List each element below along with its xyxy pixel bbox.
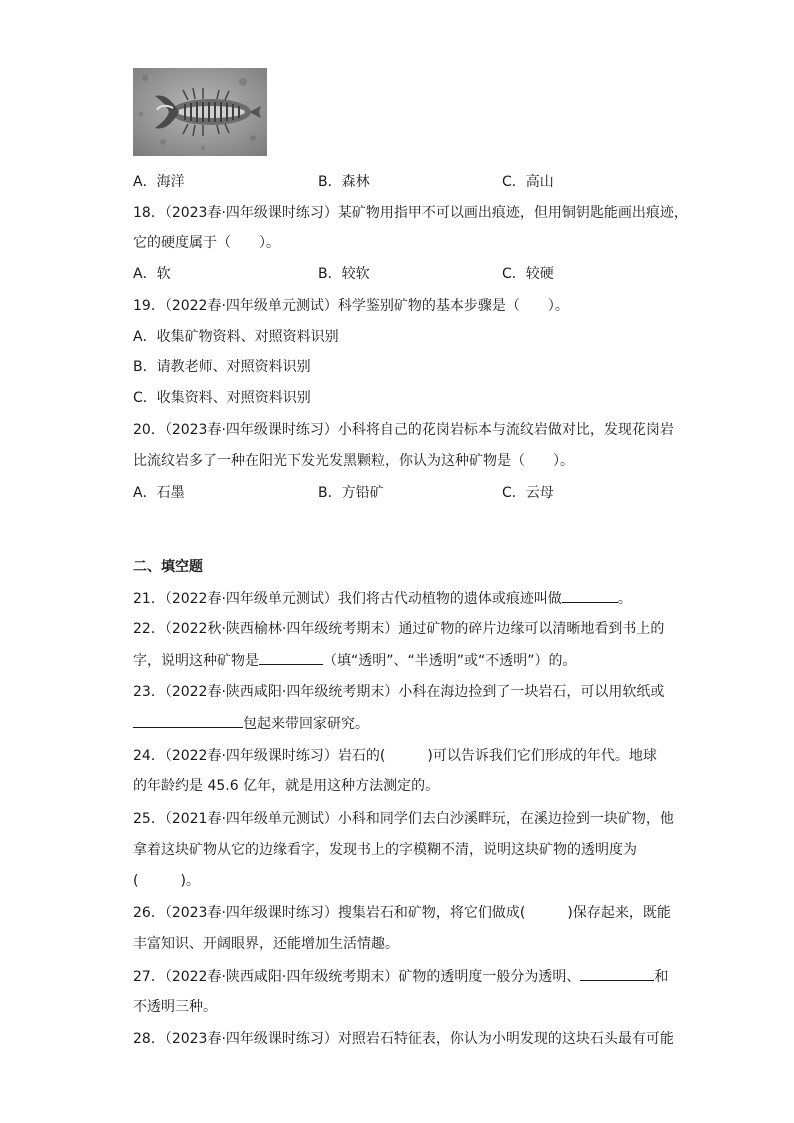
q19-line-1: 19．（2022春·四年级单元测试）科学鉴别矿物的基本步骤是（ ）。 (133, 298, 569, 314)
q23-line-2 (133, 713, 369, 734)
q20-line-2: 比流纹岩多了一种在阳光下发光发黑颗粒，你认为这种矿物是（ ）。 (133, 453, 574, 469)
q21-line-1 (133, 588, 632, 609)
q18-line-2: 它的硬度属于（ ）。 (133, 235, 280, 251)
q18-line-1: 18．（2023春·四年级课时练习）某矿物用指甲不可以画出痕迹，但用铜钥匙能画出痕迹， (133, 205, 688, 221)
q25-line-3: ( )。 (133, 873, 200, 889)
q27-answer-blank[interactable] (580, 966, 654, 981)
q22-answer-blank[interactable] (259, 650, 323, 665)
q23-line-1: 23．（2022春·陕西咸阳·四年级统考期末）小科在海边捡到了一块岩石，可以用软纸或 (133, 684, 665, 700)
q25-line-1: 25．（2021春·四年级单元测试）小科和同学们去白沙溪畔玩，在溪边捡到一块矿物，他 (133, 811, 674, 827)
q23-answer-blank[interactable] (133, 713, 243, 728)
q18-option-c: C．较硬 (502, 266, 554, 282)
q22-text-before: 字，说明这种矿物是 (133, 653, 259, 669)
q23-text-after: 包起来带回家研究。 (243, 716, 369, 732)
q19-option-a: A．收集矿物资料、对照资料识别 (133, 329, 339, 345)
trilobite-fossil-image (133, 68, 267, 156)
q19-option-b: B．请教老师、对照资料识别 (133, 359, 311, 375)
q17-option-b: B．森林 (318, 174, 370, 190)
q24-line-1: 24．（2022春·四年级课时练习）岩石的( )可以告诉我们它们形成的年代。地球 (133, 748, 657, 764)
q22-line-1: 22．（2022秋·陕西榆林·四年级统考期末）通过矿物的碎片边缘可以清晰地看到书上的 (133, 621, 665, 637)
q21-text-before: 21．（2022春·四年级单元测试）我们将古代动植物的遗体或痕迹叫做 (133, 591, 562, 607)
q21-text-after: 。 (617, 591, 632, 607)
q28-line-1: 28．（2023春·四年级课时练习）对照岩石特征表，你认为小明发现的这块石头最有可能 (133, 1031, 674, 1047)
q26-line-1: 26．（2023春·四年级课时练习）搜集岩石和矿物，将它们做成( )保存起来，既能 (133, 905, 671, 921)
q20-line-1: 20．（2023春·四年级课时练习）小科将自己的花岗岩标本与流纹岩做对比，发现花岗岩 (133, 422, 674, 438)
q22-line-2 (133, 650, 577, 671)
q19-option-c: C．收集资料、对照资料识别 (133, 390, 311, 406)
q26-line-2: 丰富知识、开阔眼界，还能增加生活情趣。 (133, 936, 399, 952)
q27-text-before: 27．（2022春·陕西咸阳·四年级统考期末）矿物的透明度一般分为透明、 (133, 969, 581, 985)
q21-answer-blank[interactable] (562, 588, 618, 603)
q20-option-a: A．石墨 (133, 485, 185, 501)
q27-text-after: 和 (654, 969, 669, 985)
q17-option-c: C．高山 (502, 174, 554, 190)
q27-line-2: 不透明三种。 (133, 999, 217, 1015)
q18-option-b: B．较软 (318, 266, 370, 282)
q18-option-a: A．软 (133, 266, 171, 282)
trilobite-fossil-drawing (133, 68, 267, 156)
q24-line-2: 的年龄约是 45.6 亿年，就是用这种方法测定的。 (133, 778, 440, 794)
q20-option-c: C．云母 (502, 485, 554, 501)
section-title-fill-in: 二、填空题 (133, 559, 203, 575)
q25-line-2: 拿着这块矿物从它的边缘看字，发现书上的字模糊不清，说明这块矿物的透明度为 (133, 842, 637, 858)
q27-line-1 (133, 966, 668, 987)
q20-option-b: B．方铅矿 (318, 485, 384, 501)
q17-option-a: A．海洋 (133, 174, 185, 190)
q22-text-after: （填“透明”、“半透明”或“不透明”）的。 (323, 653, 577, 669)
